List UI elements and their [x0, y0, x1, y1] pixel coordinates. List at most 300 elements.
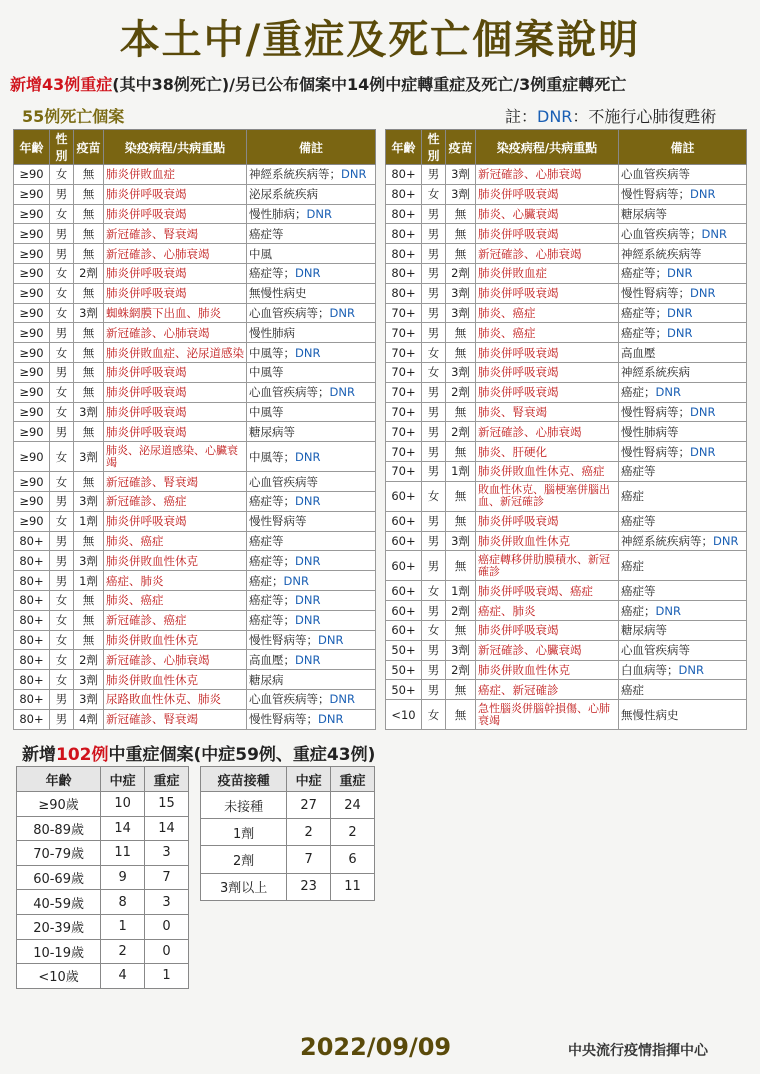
condition-cell: 新冠確診、腎衰竭	[104, 224, 247, 244]
table-cell: <10歲	[17, 964, 101, 989]
age-cell: ≥90	[14, 382, 50, 402]
table-row	[14, 650, 376, 670]
age-cell: 60+	[386, 620, 422, 640]
table-cell: 23	[287, 873, 331, 900]
remark-cell	[619, 422, 747, 442]
column-header: 疫苗	[74, 130, 104, 165]
age-cell: 50+	[386, 680, 422, 700]
table-row	[386, 283, 747, 303]
table-row	[386, 680, 747, 700]
remark-cell	[247, 343, 376, 363]
sex-cell: 男	[422, 511, 446, 531]
remark-text: 慢性腎病等；	[621, 187, 690, 202]
age-cell: 80+	[14, 551, 50, 571]
condition-cell: 肺炎併敗血性休克	[104, 670, 247, 690]
age-cell: 80+	[14, 630, 50, 650]
age-cell: ≥90	[14, 402, 50, 422]
remark-text: 癌症等	[621, 464, 656, 479]
column-header: 年齡	[386, 130, 422, 165]
remark-cell	[247, 244, 376, 264]
remark-text: 泌尿系統疾病	[249, 187, 318, 202]
age-cell: 70+	[386, 343, 422, 363]
remark-text: 白血病等；	[621, 662, 679, 677]
vaccine-cell: 3劑	[74, 670, 104, 690]
condition-cell: 肺炎併敗血性休克、癌症	[476, 461, 619, 481]
remark-text: 癌症等；	[249, 266, 295, 281]
table-row	[201, 846, 375, 873]
table-row	[386, 303, 747, 323]
condition-cell: 新冠確診、心肺衰竭	[476, 244, 619, 264]
remark-text: 癌症等；	[249, 494, 295, 509]
table-row	[386, 640, 747, 660]
table-row	[14, 224, 376, 244]
table-row	[17, 841, 189, 866]
condition-cell: 肺炎併呼吸衰竭	[104, 184, 247, 204]
remark-cell	[247, 422, 376, 442]
table-row	[386, 442, 747, 462]
remark-text: 慢性肺病	[249, 325, 295, 340]
remark-text: 癌症等；	[249, 593, 295, 608]
remark-text: 糖尿病等	[621, 206, 667, 221]
remark-text: 慢性腎病等；	[249, 632, 318, 647]
table-cell: 6	[331, 846, 375, 873]
condition-cell: 肺炎併呼吸衰竭	[104, 402, 247, 422]
remark-cell	[619, 700, 747, 730]
condition-cell: 肺炎併呼吸衰竭	[104, 422, 247, 442]
table-row	[14, 323, 376, 343]
sex-cell: 男	[422, 531, 446, 551]
vaccine-cell: 無	[74, 422, 104, 442]
age-cell: 80+	[386, 204, 422, 224]
condition-cell: 肺炎、癌症	[476, 303, 619, 323]
vaccine-cell: 無	[446, 402, 476, 422]
sex-cell: 男	[422, 402, 446, 422]
sex-cell: 男	[422, 323, 446, 343]
table-row	[386, 263, 747, 283]
remark-cell	[619, 343, 747, 363]
age-cell: 80+	[14, 571, 50, 591]
remark-text: 心血管疾病等；	[249, 692, 330, 707]
table-row	[14, 382, 376, 402]
table-row	[14, 204, 376, 224]
remark-cell	[247, 689, 376, 709]
remark-cell	[619, 551, 747, 581]
table-row	[386, 461, 747, 481]
remark-cell	[619, 680, 747, 700]
age-cell: 60+	[386, 531, 422, 551]
remark-text: 高血壓	[621, 345, 656, 360]
table-cell: 4	[101, 964, 145, 989]
headline	[10, 72, 755, 95]
report-date: 2022/09/09	[300, 1033, 452, 1061]
sex-cell: 女	[422, 184, 446, 204]
table-cell: 8	[101, 890, 145, 915]
remark-text: 癌症	[621, 489, 644, 504]
age-breakdown-table	[16, 766, 189, 989]
column-header: 疫苗	[446, 130, 476, 165]
dnr-tag: DNR	[295, 652, 321, 667]
vaccine-cell: 3劑	[446, 362, 476, 382]
remark-cell	[247, 224, 376, 244]
table-row	[201, 819, 375, 846]
vaccine-cell: 1劑	[446, 461, 476, 481]
table-row	[14, 709, 376, 729]
vaccine-cell: 無	[74, 343, 104, 363]
condition-cell: 肺炎併敗血症	[104, 165, 247, 185]
table-row	[14, 165, 376, 185]
table-row	[14, 610, 376, 630]
remark-text: 中風等	[249, 404, 284, 419]
age-cell: 50+	[386, 660, 422, 680]
table-row	[386, 382, 747, 402]
table-body	[386, 165, 747, 730]
table-cell: 1劑	[201, 819, 287, 846]
age-cell: 80+	[14, 531, 50, 551]
vaccine-cell: 4劑	[74, 709, 104, 729]
table-row	[386, 343, 747, 363]
column-header: 疫苗接種	[201, 767, 287, 792]
remark-cell	[619, 184, 747, 204]
vaccine-cell: 無	[74, 362, 104, 382]
vaccine-cell: 無	[74, 184, 104, 204]
vaccine-cell: 無	[446, 224, 476, 244]
remark-cell	[247, 472, 376, 492]
age-cell: ≥90	[14, 303, 50, 323]
condition-cell: 肺炎、癌症	[476, 323, 619, 343]
dnr-tag: DNR	[295, 494, 321, 509]
sex-cell: 女	[50, 343, 74, 363]
sex-cell: 男	[422, 165, 446, 185]
vaccine-cell: 3劑	[446, 184, 476, 204]
sex-cell: 女	[422, 700, 446, 730]
table-row	[386, 531, 747, 551]
age-cell: ≥90	[14, 511, 50, 531]
table-cell: 0	[145, 914, 189, 939]
condition-cell: 肺炎併敗血症	[476, 263, 619, 283]
dnr-tag: DNR	[667, 305, 693, 320]
table-row	[14, 402, 376, 422]
dnr-tag: DNR	[329, 692, 355, 707]
table-row	[386, 184, 747, 204]
sex-cell: 男	[422, 244, 446, 264]
vaccine-cell: 無	[446, 551, 476, 581]
age-cell: ≥90	[14, 323, 50, 343]
table-cell: 2	[101, 939, 145, 964]
table-row	[14, 303, 376, 323]
table-row	[14, 531, 376, 551]
table-row	[17, 914, 189, 939]
remark-text: 癌症等；	[621, 325, 667, 340]
age-cell: 80+	[14, 590, 50, 610]
condition-cell: 蜘蛛網膜下出血、肺炎	[104, 303, 247, 323]
headline-detail: (其中38例死亡)/另已公布個案中14例中症轉重症及死亡/3例重症轉死亡	[112, 75, 627, 94]
sex-cell: 男	[50, 362, 74, 382]
age-cell: 80+	[14, 709, 50, 729]
table-row	[17, 890, 189, 915]
note-def: ：不施行心肺復甦術	[572, 107, 717, 126]
vaccine-cell: 無	[74, 204, 104, 224]
condition-cell: 新冠確診、心臟衰竭	[476, 640, 619, 660]
headline-severe-count: 新增43例重症	[10, 75, 113, 94]
remark-cell	[619, 442, 747, 462]
sex-cell: 男	[422, 303, 446, 323]
remark-cell	[247, 630, 376, 650]
sex-cell: 女	[422, 343, 446, 363]
table-cell: 15	[145, 792, 189, 817]
remark-cell	[247, 263, 376, 283]
vaccine-cell: 無	[74, 531, 104, 551]
condition-cell: 肺炎併敗血性休克	[476, 660, 619, 680]
age-cell: ≥90	[14, 422, 50, 442]
column-header: 染疫病程/共病重點	[476, 130, 619, 165]
dnr-tag: DNR	[341, 167, 367, 182]
condition-cell: 癌症轉移併肋膜積水、新冠確診	[476, 551, 619, 581]
organization-name: 中央流行疫情指揮中心	[568, 1043, 708, 1059]
vaccine-cell: 無	[446, 511, 476, 531]
table-cell: 3劑以上	[201, 873, 287, 900]
age-cell: ≥90	[14, 442, 50, 472]
deaths-label: 55例死亡個案	[22, 107, 125, 126]
remark-text: 中風等；	[249, 449, 295, 464]
sex-cell: 女	[50, 402, 74, 422]
remark-text: 無慢性病史	[621, 707, 679, 722]
dnr-tag: DNR	[295, 449, 321, 464]
age-cell: 50+	[386, 640, 422, 660]
condition-cell: 肺炎併呼吸衰竭	[104, 263, 247, 283]
age-cell: 80+	[386, 184, 422, 204]
remark-text: 神經系統疾病等；	[621, 533, 713, 548]
remark-cell	[247, 709, 376, 729]
condition-cell: 肺炎、腎衰竭	[476, 402, 619, 422]
remark-cell	[247, 610, 376, 630]
remark-cell	[247, 204, 376, 224]
table-body	[201, 792, 375, 901]
remark-text: 癌症等；	[249, 613, 295, 628]
table-row	[386, 511, 747, 531]
remark-text: 癌症	[621, 558, 644, 573]
column-header: 重症	[331, 767, 375, 792]
vaccine-cell: 無	[74, 244, 104, 264]
table-cell: 2	[287, 819, 331, 846]
condition-cell: 急性腦炎併腦幹損傷、心肺衰竭	[476, 700, 619, 730]
dnr-tag: DNR	[295, 345, 321, 360]
sex-cell: 男	[50, 244, 74, 264]
age-cell: 80+	[386, 165, 422, 185]
remark-text: 癌症等；	[621, 305, 667, 320]
vaccine-cell: 2劑	[446, 660, 476, 680]
vaccine-cell: 無	[446, 343, 476, 363]
vaccine-cell: 3劑	[74, 442, 104, 472]
sex-cell: 男	[50, 551, 74, 571]
table-cell: 11	[331, 873, 375, 900]
remark-cell	[619, 601, 747, 621]
remark-cell	[247, 283, 376, 303]
remark-text: 慢性肺病等	[621, 424, 679, 439]
table-cell: 11	[101, 841, 145, 866]
remark-cell	[247, 165, 376, 185]
remark-cell	[619, 531, 747, 551]
table-cell: 1	[145, 964, 189, 989]
remark-text: 癌症等	[249, 533, 284, 548]
remark-text: 慢性腎病等；	[249, 712, 318, 727]
age-cell: 70+	[386, 303, 422, 323]
table-header-row	[386, 130, 747, 165]
vaccine-cell: 2劑	[74, 650, 104, 670]
remark-cell	[619, 620, 747, 640]
new-cases-suffix: 中重症個案(中症59例、重症43例)	[108, 745, 376, 765]
condition-cell: 肺炎併呼吸衰竭	[476, 382, 619, 402]
column-header: 年齡	[17, 767, 101, 792]
remark-text: 慢性腎病等；	[621, 404, 690, 419]
remark-text: 慢性肺病；	[249, 206, 307, 221]
condition-cell: 肺炎併呼吸衰竭	[104, 204, 247, 224]
table-cell: 20-39歲	[17, 914, 101, 939]
table-row	[14, 184, 376, 204]
condition-cell: 新冠確診、癌症	[104, 491, 247, 511]
vaccine-cell: 3劑	[74, 402, 104, 422]
age-cell: 70+	[386, 442, 422, 462]
remark-cell	[619, 323, 747, 343]
remark-cell	[619, 204, 747, 224]
age-cell: ≥90	[14, 491, 50, 511]
condition-cell: 肺炎併呼吸衰竭	[476, 620, 619, 640]
sex-cell: 女	[50, 382, 74, 402]
vaccine-cell: 3劑	[446, 165, 476, 185]
sex-cell: 女	[50, 165, 74, 185]
table-row	[14, 244, 376, 264]
remark-cell	[247, 511, 376, 531]
vaccine-cell: 無	[446, 323, 476, 343]
age-cell: ≥90	[14, 204, 50, 224]
remark-text: 神經系統疾病等	[621, 246, 702, 261]
sex-cell: 女	[50, 610, 74, 630]
vaccine-cell: 無	[446, 620, 476, 640]
vaccine-cell: 1劑	[446, 581, 476, 601]
remark-cell	[619, 382, 747, 402]
remark-cell	[247, 531, 376, 551]
vaccine-cell: 無	[74, 323, 104, 343]
age-cell: 70+	[386, 422, 422, 442]
condition-cell: 新冠確診、心肺衰竭	[476, 422, 619, 442]
table-row	[17, 792, 189, 817]
table-row	[386, 422, 747, 442]
remark-text: 癌症等；	[621, 266, 667, 281]
sex-cell: 男	[422, 224, 446, 244]
remark-text: 癌症等；	[249, 553, 295, 568]
vaccine-cell: 無	[74, 283, 104, 303]
vaccine-cell: 無	[74, 382, 104, 402]
remark-text: 無慢性病史	[249, 286, 307, 301]
age-cell: ≥90	[14, 343, 50, 363]
table-cell: 未接種	[201, 792, 287, 819]
table-cell: 1	[101, 914, 145, 939]
table-cell: 2	[331, 819, 375, 846]
sex-cell: 男	[50, 709, 74, 729]
sex-cell: 男	[422, 263, 446, 283]
dnr-tag: DNR	[690, 444, 716, 459]
new-cases-prefix: 新增	[22, 745, 56, 765]
table-row	[386, 244, 747, 264]
table-row	[386, 362, 747, 382]
table-body	[14, 165, 376, 730]
new-cases-title	[22, 740, 375, 765]
remark-cell	[247, 590, 376, 610]
sex-cell: 女	[50, 630, 74, 650]
table-cell: 10	[101, 792, 145, 817]
dnr-tag: DNR	[283, 573, 309, 588]
dnr-tag: DNR	[295, 553, 321, 568]
vaccine-cell: 3劑	[446, 640, 476, 660]
sex-cell: 女	[50, 511, 74, 531]
sex-cell: 男	[50, 422, 74, 442]
condition-cell: 肺炎併敗血症、泌尿道感染	[104, 343, 247, 363]
remark-text: 心血管疾病等；	[249, 305, 330, 320]
dnr-tag: DNR	[690, 404, 716, 419]
table-cell: 24	[331, 792, 375, 819]
dnr-tag: DNR	[655, 603, 681, 618]
condition-cell: 肺炎、癌症	[104, 590, 247, 610]
table-cell: 7	[287, 846, 331, 873]
age-cell: 70+	[386, 382, 422, 402]
vaccine-cell: 無	[74, 610, 104, 630]
condition-cell: 新冠確診、心肺衰竭	[104, 650, 247, 670]
condition-cell: 肺炎、泌尿道感染、心臟衰竭	[104, 442, 247, 472]
sex-cell: 男	[50, 184, 74, 204]
condition-cell: 新冠確診、心肺衰竭	[476, 165, 619, 185]
vaccine-cell: 無	[446, 204, 476, 224]
sex-cell: 男	[422, 680, 446, 700]
remark-cell	[247, 650, 376, 670]
remark-text: 癌症；	[249, 573, 284, 588]
age-cell: ≥90	[14, 244, 50, 264]
column-header: 染疫病程/共病重點	[104, 130, 247, 165]
table-row	[17, 939, 189, 964]
dnr-tag: DNR	[318, 632, 344, 647]
remark-text: 中風	[249, 246, 272, 261]
condition-cell: 肺炎、心臟衰竭	[476, 204, 619, 224]
remark-text: 糖尿病等	[249, 424, 295, 439]
remark-cell	[619, 224, 747, 244]
remark-cell	[619, 640, 747, 660]
vaccine-cell: 1劑	[74, 511, 104, 531]
remark-text: 癌症；	[621, 603, 656, 618]
remark-cell	[247, 670, 376, 690]
dnr-tag: DNR	[295, 613, 321, 628]
note-term: DNR	[537, 107, 573, 126]
remark-cell	[247, 551, 376, 571]
sex-cell: 男	[422, 461, 446, 481]
new-cases-count: 102例	[56, 745, 109, 765]
sex-cell: 女	[50, 263, 74, 283]
condition-cell: 肺炎併呼吸衰竭	[104, 362, 247, 382]
condition-cell: 肺炎、癌症	[104, 531, 247, 551]
condition-cell: 肺炎併呼吸衰竭	[476, 184, 619, 204]
column-header: 性別	[50, 130, 74, 165]
condition-cell: 肺炎併呼吸衰竭	[476, 511, 619, 531]
age-cell: 80+	[386, 244, 422, 264]
condition-cell: 肺炎併呼吸衰竭	[476, 362, 619, 382]
table-cell: 0	[145, 939, 189, 964]
dnr-tag: DNR	[713, 533, 739, 548]
remark-cell	[247, 382, 376, 402]
remark-text: 高血壓；	[249, 652, 295, 667]
table-row	[386, 481, 747, 511]
dnr-tag: DNR	[690, 187, 716, 202]
remark-cell	[619, 461, 747, 481]
remark-text: 糖尿病	[249, 672, 284, 687]
dnr-tag: DNR	[318, 712, 344, 727]
table-cell: 40-59歲	[17, 890, 101, 915]
